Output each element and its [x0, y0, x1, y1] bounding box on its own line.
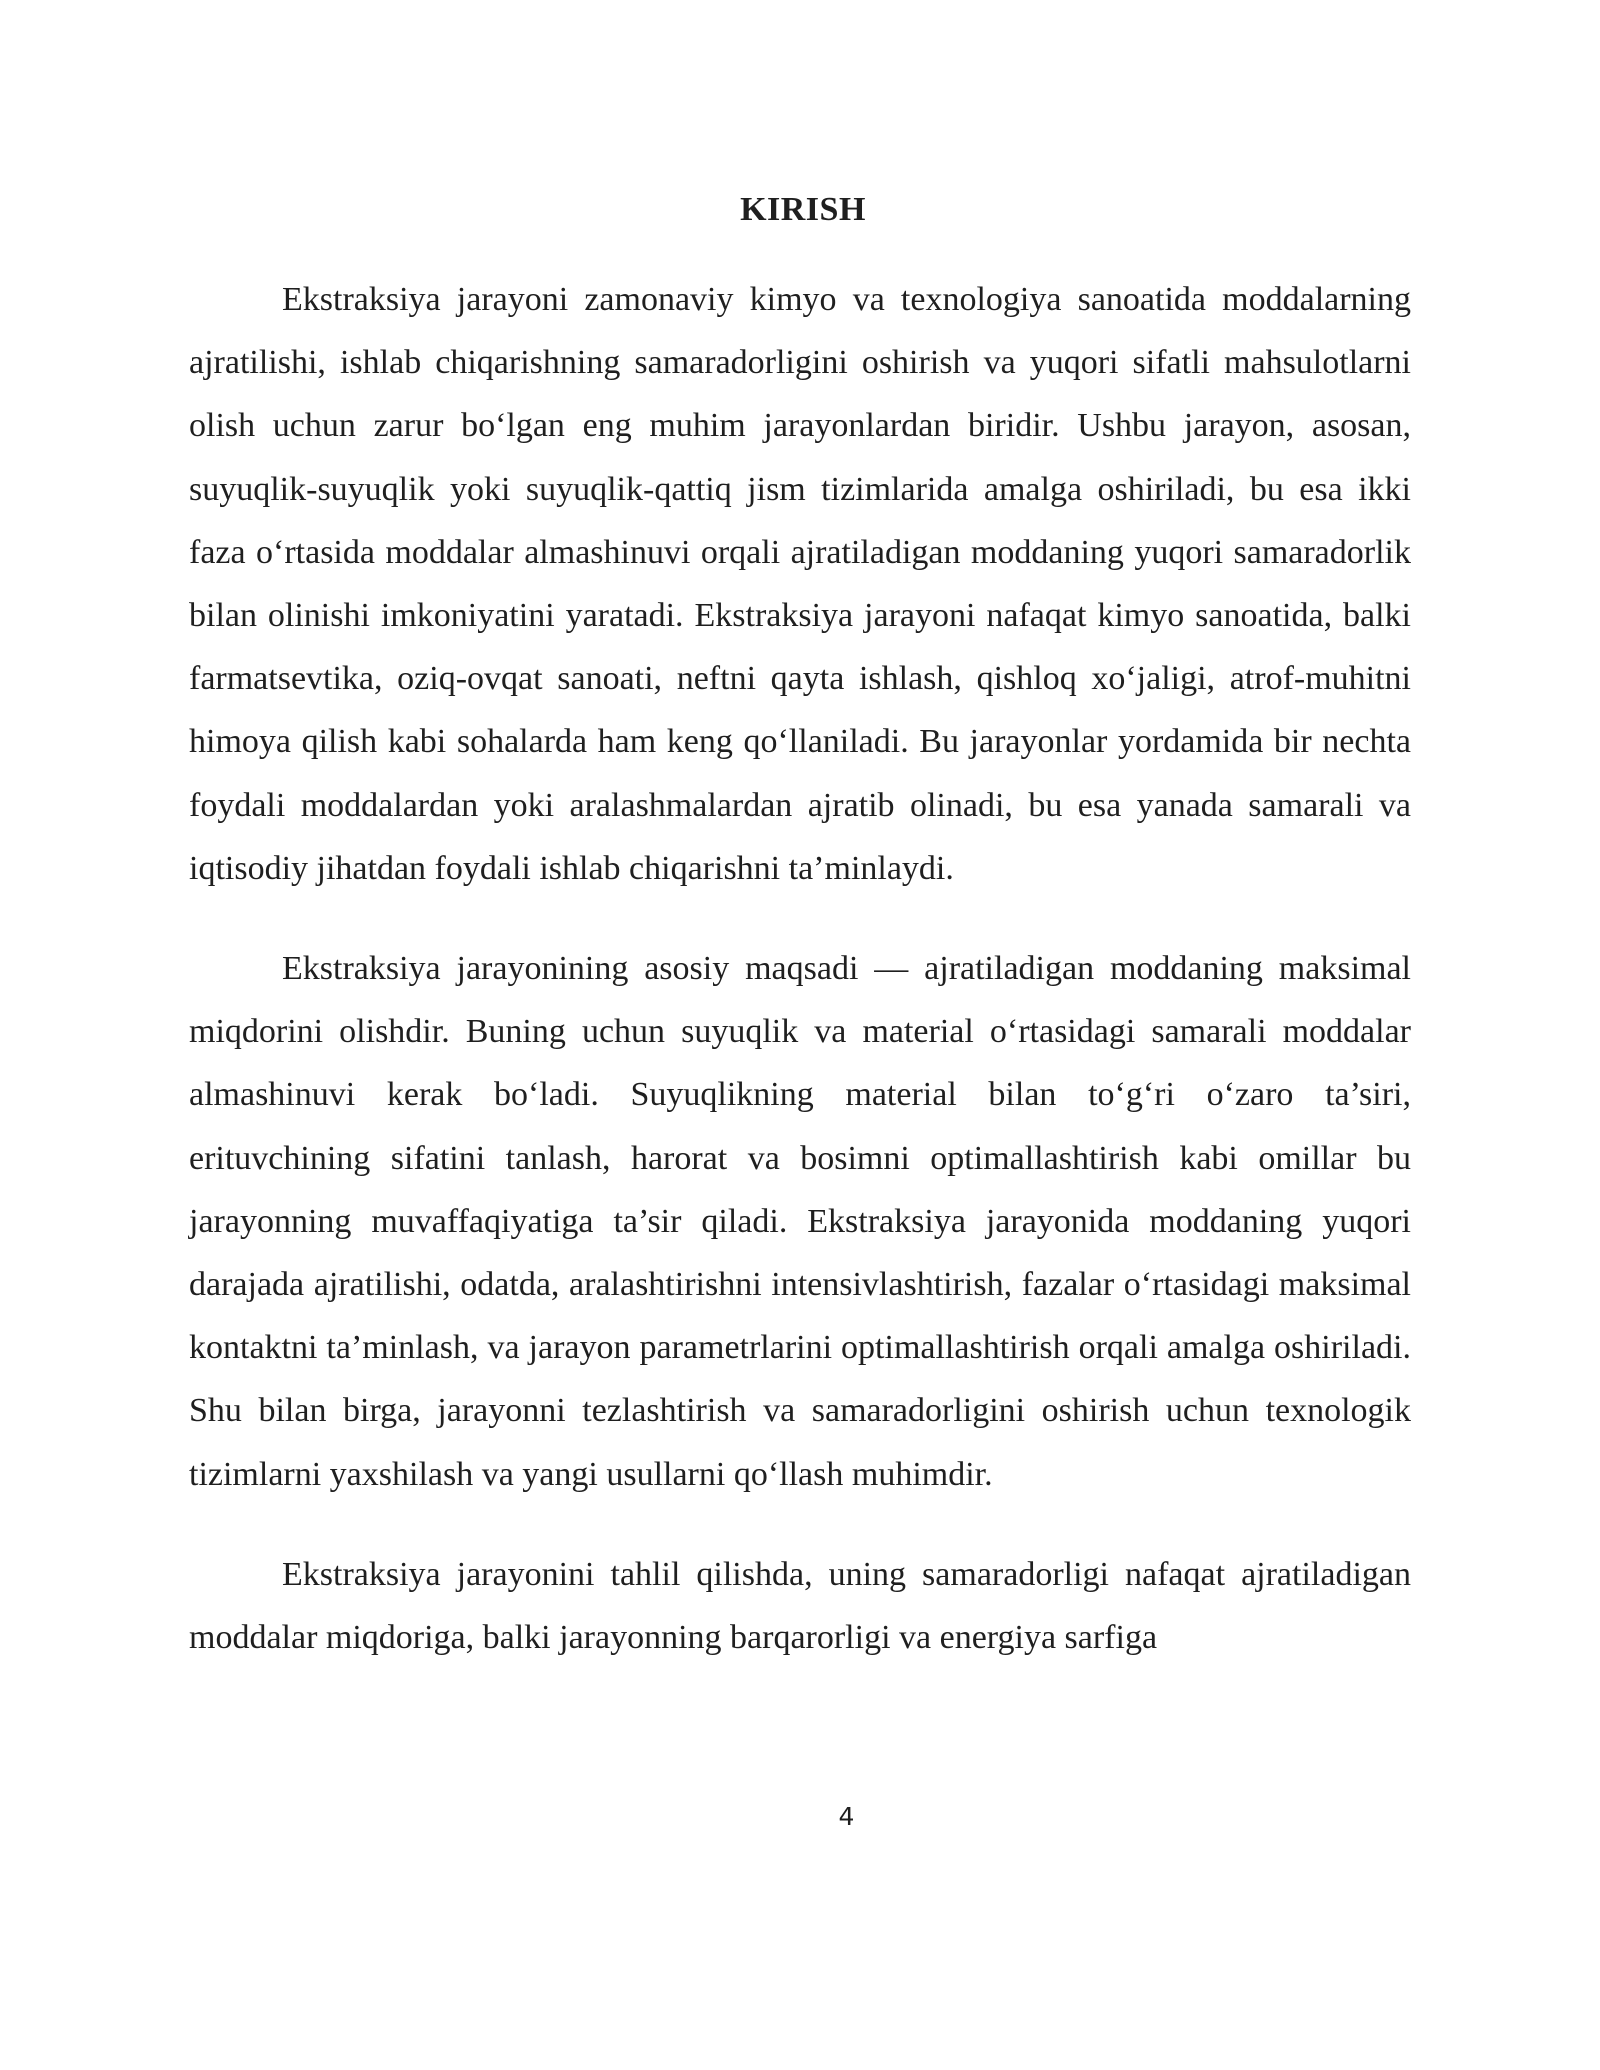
page-title: KIRISH [740, 191, 866, 228]
paragraph-2: Ekstraksiya jarayonining asosiy maqsadi — ajratiladigan moddaning maksimal miqdorini olishdir. Buning uchun suyuqlik va material o‘rtasidagi samarali moddalar almashinuvi kerak bo‘ladi. Suyuqlikning material bilan to‘g‘ri o‘zaro ta’siri, erituvchining sifatini tanlash, harorat va bosimni optimallashtirish kabi omillar bu jarayonning muvaffaqiyatiga ta’sir qiladi. Ekstraksiya jarayonida moddaning yuqori darajada ajratilishi, odatda, aralashtirishni intensivlashtirish, fazalar o‘rtasidagi maksimal kontaktni ta’minlash, va jarayon parametrlarini optimallashtirish orqali amalga oshiriladi. Shu bilan birga, jarayonni tezlashtirish va samaradorligini oshirish uchun texnologik tizimlarni yaxshilash va yangi usullarni qo‘llash muhimdir. [189, 950, 1411, 1493]
paragraph-1: Ekstraksiya jarayoni zamonaviy kimyo va texnologiya sanoatida moddalarning ajratilishi, ishlab chiqarishning samaradorligini oshirish va yuqori sifatli mahsulotlarni olish uchun zarur bo‘lgan eng muhim jarayonlardan biridir. Ushbu jarayon, asosan, suyuqlik-suyuqlik yoki suyuqlik-qattiq jism tizimlarida amalga oshiriladi, bu esa ikki faza o‘rtasida moddalar almashinuvi orqali ajratiladigan moddaning yuqori samaradorlik bilan olinishi imkoniyatini yaratadi. Ekstraksiya jarayoni nafaqat kimyo sanoatida, balki farmatsevtika, oziq-ovqat sanoati, neftni qayta ishlash, qishloq xo‘jaligi, atrof-muhitni himoya qilish kabi sohalarda ham keng qo‘llaniladi. Bu jarayonlar yordamida bir nechta foydali moddalardan yoki aralashmalardan ajratib olinadi, bu esa yanada samarali va iqtisodiy jihatdan foydali ishlab chiqarishni ta’minlaydi. [189, 281, 1411, 887]
page-content [189, 190, 1411, 1669]
page-number: 4 [838, 1802, 855, 1831]
paragraph-3: Ekstraksiya jarayonini tahlil qilishda, uning samaradorligi nafaqat ajratiladigan moddalar miqdoriga, balki jarayonning barqarorligi va energiya sarfiga [189, 1555, 1411, 1657]
